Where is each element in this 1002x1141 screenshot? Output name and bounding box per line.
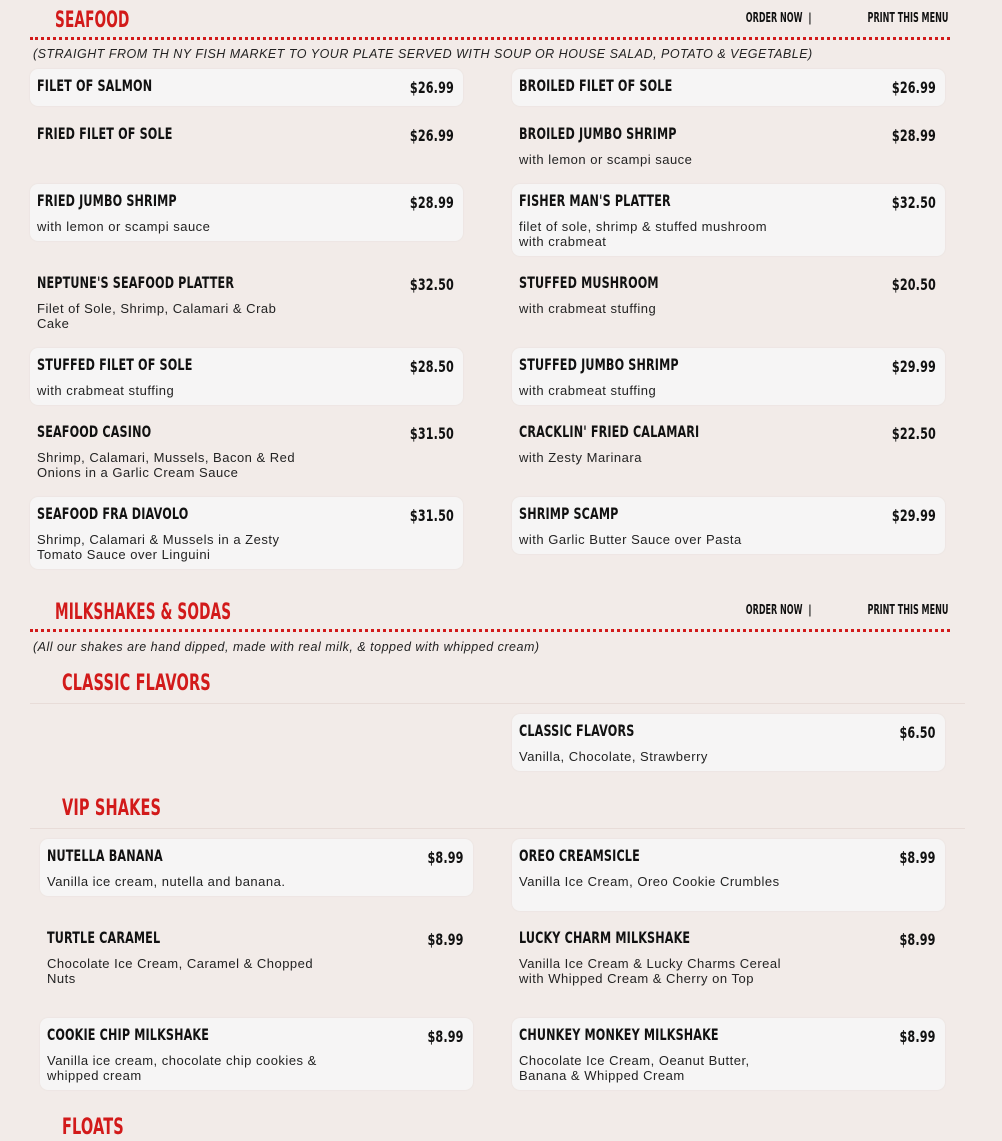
item-description: Vanilla ice cream, chocolate chip cookies & whipped cream — [47, 1053, 317, 1083]
menu-item[interactable] — [512, 69, 945, 106]
item-description: Filet of Sole, Shrimp, Calamari & Crab Cake — [37, 301, 277, 331]
item-description: with Zesty Marinara — [519, 450, 642, 465]
item-price: $20.50 — [891, 275, 936, 294]
item-price: $26.99 — [409, 126, 454, 145]
menu-item[interactable] — [512, 1018, 945, 1090]
subsection-title-classic: CLASSIC FLAVORS — [62, 671, 211, 696]
menu-item[interactable] — [512, 921, 945, 1008]
item-name: OREO CREAMSICLE — [519, 846, 640, 865]
menu-item[interactable] — [512, 348, 945, 405]
item-price: $8.99 — [899, 1027, 936, 1046]
menu-item[interactable] — [30, 497, 463, 569]
item-name: CRACKLIN' FRIED CALAMARI — [519, 422, 700, 441]
item-description: Vanilla Ice Cream, Oreo Cookie Crumbles — [519, 874, 780, 889]
milkshakes-header-links — [711, 602, 948, 618]
menu-item[interactable] — [512, 714, 945, 771]
item-price: $8.99 — [427, 1027, 464, 1046]
milkshakes-note: (All our shakes are hand dipped, made with real milk, & topped with whipped cream) — [33, 640, 540, 654]
section-divider — [30, 37, 950, 40]
item-description: Chocolate Ice Cream, Oeanut Butter, Banana & Whipped Cream — [519, 1053, 750, 1083]
item-name: CHUNKEY MONKEY MILKSHAKE — [519, 1025, 719, 1044]
menu-item[interactable] — [512, 415, 945, 472]
item-description: with crabmeat stuffing — [519, 301, 657, 316]
item-name: TURTLE CARAMEL — [47, 928, 161, 947]
seafood-header-links — [711, 10, 948, 26]
item-name: BROILED JUMBO SHRIMP — [519, 124, 677, 143]
item-price: $8.99 — [427, 930, 464, 949]
item-price: $29.99 — [891, 357, 936, 376]
link-separator: | — [808, 602, 812, 617]
item-description: with lemon or scampi sauce — [37, 219, 211, 234]
item-name: STUFFED JUMBO SHRIMP — [519, 355, 679, 374]
item-price: $8.99 — [899, 930, 936, 949]
item-name: SHRIMP SCAMP — [519, 504, 619, 523]
menu-item[interactable] — [512, 184, 945, 256]
print-menu-link[interactable]: PRINT THIS MENU — [867, 11, 948, 26]
subsection-divider — [30, 703, 965, 704]
item-price: $26.99 — [891, 78, 936, 97]
item-price: $28.99 — [409, 193, 454, 212]
item-name: FRIED FILET OF SOLE — [37, 124, 173, 143]
item-description: with Garlic Butter Sauce over Pasta — [519, 532, 742, 547]
item-description: Shrimp, Calamari, Mussels, Bacon & Red Onions in a Garlic Cream Sauce — [37, 450, 296, 480]
item-description: Chocolate Ice Cream, Caramel & Chopped Nuts — [47, 956, 314, 986]
item-name: BROILED FILET OF SOLE — [519, 76, 673, 95]
menu-item[interactable] — [512, 839, 945, 911]
item-name: CLASSIC FLAVORS — [519, 721, 635, 740]
seafood-note: (STRAIGHT FROM TH NY FISH MARKET TO YOUR PLATE SERVED WITH SOUP OR HOUSE SALAD, POTATO & VEGETABLE) — [33, 47, 813, 61]
item-price: $31.50 — [409, 424, 454, 443]
menu-item[interactable] — [40, 1018, 473, 1090]
menu-item[interactable] — [30, 117, 463, 172]
menu-item[interactable] — [512, 497, 945, 554]
item-price: $31.50 — [409, 506, 454, 525]
section-title-seafood: SEAFOOD — [55, 8, 130, 33]
item-description: Vanilla ice cream, nutella and banana. — [47, 874, 286, 889]
item-price: $8.99 — [427, 848, 464, 867]
menu-item[interactable] — [512, 266, 945, 323]
menu-item[interactable] — [30, 184, 463, 241]
item-name: STUFFED FILET OF SOLE — [37, 355, 193, 374]
section-divider — [30, 629, 950, 632]
menu-item[interactable] — [30, 69, 463, 106]
link-separator: | — [808, 10, 812, 25]
item-description: Shrimp, Calamari & Mussels in a Zesty Tomato Sauce over Linguini — [37, 532, 280, 562]
subsection-title-floats: FLOATS — [62, 1115, 124, 1140]
menu-item[interactable] — [40, 921, 473, 993]
item-name: STUFFED MUSHROOM — [519, 273, 659, 292]
item-price: $32.50 — [409, 275, 454, 294]
item-name: SEAFOOD FRA DIAVOLO — [37, 504, 189, 523]
item-name: LUCKY CHARM MILKSHAKE — [519, 928, 691, 947]
order-now-link[interactable]: ORDER NOW — [745, 11, 803, 26]
print-menu-link[interactable]: PRINT THIS MENU — [867, 603, 948, 618]
item-price: $28.50 — [409, 357, 454, 376]
item-price: $26.99 — [409, 78, 454, 97]
item-name: NEPTUNE'S SEAFOOD PLATTER — [37, 273, 235, 292]
item-price: $28.99 — [891, 126, 936, 145]
menu-item[interactable] — [40, 839, 473, 896]
menu-item[interactable] — [30, 266, 463, 338]
section-title-milkshakes: MILKSHAKES & SODAS — [55, 600, 232, 625]
item-price: $8.99 — [899, 848, 936, 867]
item-price: $22.50 — [891, 424, 936, 443]
subsection-title-vip: VIP SHAKES — [62, 796, 162, 821]
subsection-divider — [30, 828, 965, 829]
order-now-link[interactable]: ORDER NOW — [745, 603, 803, 618]
item-description: with crabmeat stuffing — [37, 383, 175, 398]
item-name: COOKIE CHIP MILKSHAKE — [47, 1025, 210, 1044]
item-description: with crabmeat stuffing — [519, 383, 657, 398]
item-name: NUTELLA BANANA — [47, 846, 163, 865]
item-description: Vanilla Ice Cream & Lucky Charms Cereal with Whipped Cream & Cherry on Top — [519, 956, 782, 986]
item-name: FILET OF SALMON — [37, 76, 153, 95]
item-price: $6.50 — [899, 723, 936, 742]
item-name: FISHER MAN'S PLATTER — [519, 191, 671, 210]
item-description: with lemon or scampi sauce — [519, 152, 693, 167]
menu-item[interactable] — [512, 117, 945, 172]
item-description: Vanilla, Chocolate, Strawberry — [519, 749, 708, 764]
item-price: $29.99 — [891, 506, 936, 525]
item-name: SEAFOOD CASINO — [37, 422, 152, 441]
menu-item[interactable] — [30, 415, 463, 487]
item-price: $32.50 — [891, 193, 936, 212]
menu-item[interactable] — [30, 348, 463, 405]
item-name: FRIED JUMBO SHRIMP — [37, 191, 177, 210]
item-description: filet of sole, shrimp & stuffed mushroom with crabmeat — [519, 219, 768, 249]
